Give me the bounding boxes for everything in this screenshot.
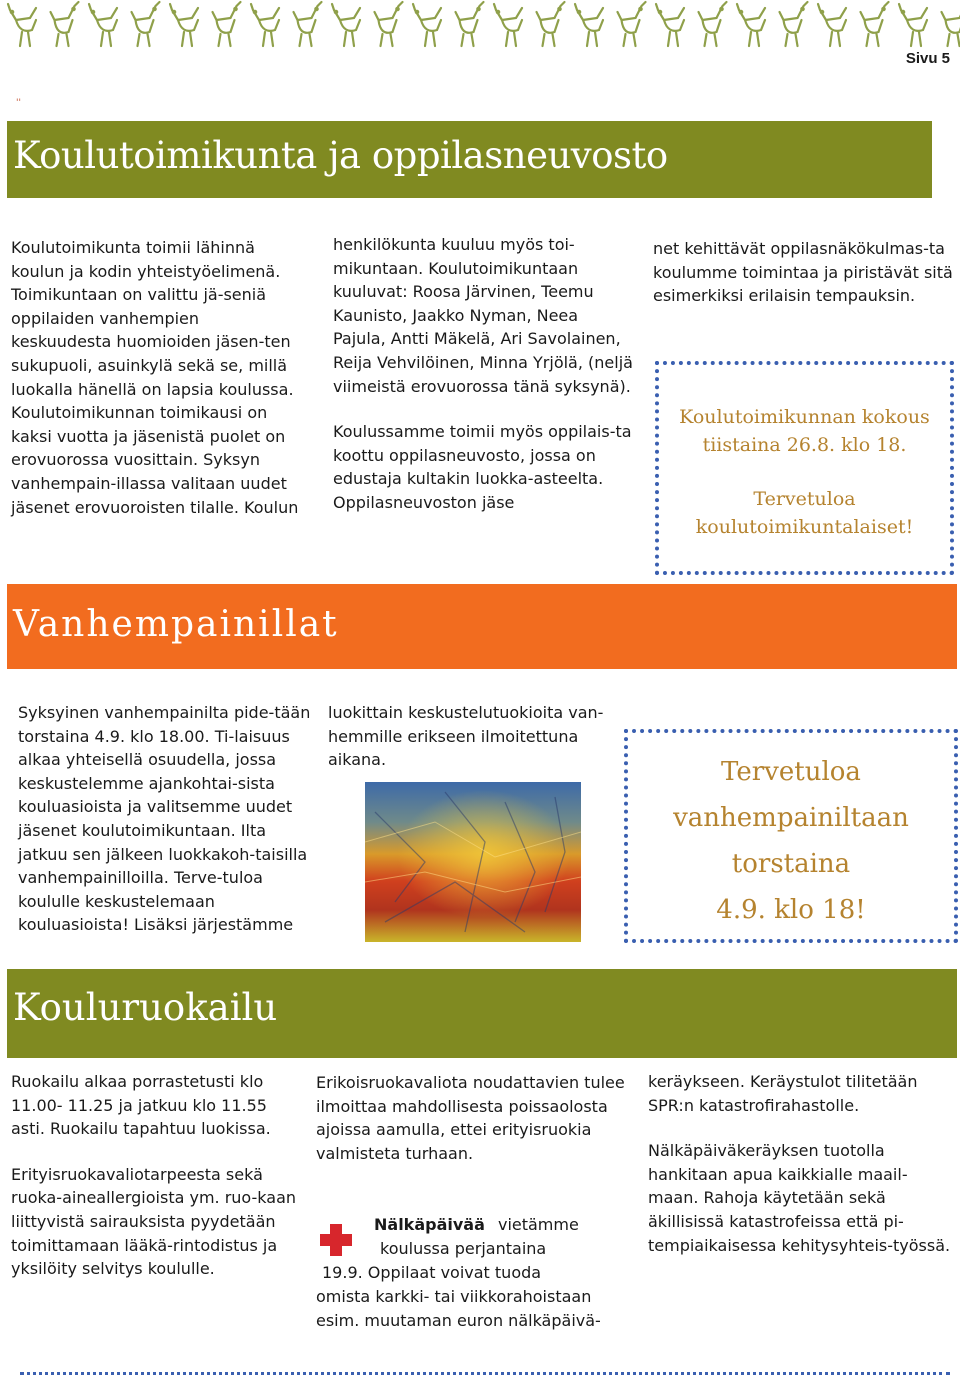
section-title: Kouluruokailu [13, 986, 278, 1029]
paragraph: Koulussamme toimii myös oppilais-ta koottu oppilasneuvosto, jossa on edustaja kultakin luokka-asteelta. Oppilasneuvoston jäse [333, 422, 632, 512]
paragraph: Erikoisruokavaliota noudattavien tulee ilmoittaa mahdollisesta poissaolosta ajoissa aamulla, ettei erityisruokia valmisteta turhaan. [316, 1073, 625, 1163]
section-banner-kouluruokailu [7, 969, 957, 1058]
notice-line: vanhempainiltaan [673, 803, 909, 833]
notice-line: Tervetuloa [721, 757, 861, 787]
nalkapaiva-text-rest: vietämme [497, 1215, 579, 1234]
section-banner-vanhempainillat [7, 584, 957, 669]
meeting-notice-box [655, 361, 954, 575]
bird-eye-icon [821, 11, 823, 13]
bird-eye-icon [882, 8, 884, 10]
margin-marker: '' [16, 98, 21, 108]
bird-eye-icon [92, 11, 94, 13]
bird-eye-icon [234, 8, 236, 10]
red-cross-icon [318, 1222, 354, 1258]
page-number: Sivu 5 [905, 50, 950, 67]
paragraph: Nälkäpäiväkeräyksen tuotolla hankitaan apua kaikkialle maail-maan. Rahoja käytetään sekä äkillisissä katastrofeissa että pi-tempiaikaisessa kehitysyhteis-työssä. [648, 1141, 951, 1255]
bird-eye-icon [254, 11, 256, 13]
paragraph: Syksyinen vanhempainilta pide-tään torstaina 4.9. klo 18.00. Ti-laisuus alkaa yhteisellä osuudella, jossa keskustelemme ajankohtai-sista kouluasioista ja valitsemme uudet jäsenet koulutoimikuntaan. Ilta jatkuu sen jälkeen luokkakoh-taisilla vanhempainilloilla. Terve-tuloa koululle keskustelemaan kouluasioista! Lisäksi järjestämme [18, 703, 311, 935]
vanhempainillat-col2 [328, 701, 620, 772]
bird-icon [942, 2, 960, 46]
bird-border [0, 0, 960, 60]
notice-line: 4.9. klo 18! [716, 895, 866, 925]
bird-eye-icon [902, 11, 904, 13]
bird-eye-icon [558, 8, 560, 10]
nalkapaiva-line: omista karkki- tai viikkorahoistaan [316, 1287, 592, 1306]
notice-line: Tervetuloa [753, 488, 856, 510]
bird-eye-icon [11, 11, 13, 13]
nalkapaiva-line: esim. muutaman euron nälkäpäivä- [316, 1311, 601, 1330]
section-title: Vanhempainillat [13, 604, 339, 645]
paragraph: Erityisruokavaliotarpeesta sekä ruoka-aineallergioista ym. ruo-kaan liittyvistä sairauksista pyydetään toimittamaan lääkä-rintodistus ja yksilöity selvitys koululle. [11, 1164, 297, 1279]
bird-eye-icon [153, 8, 155, 10]
bird-eye-icon [740, 11, 742, 13]
section-title: Koulutoimikunta ja oppilasneuvosto [13, 134, 668, 177]
bird-eye-icon [497, 11, 499, 13]
bird-eye-icon [477, 8, 479, 10]
kouluruokailu-col3 [648, 1070, 953, 1257]
bird-eye-icon [72, 8, 74, 10]
paragraph: keräykseen. Keräystulot tilitetään SPR:n katastrofirahastolle. [648, 1072, 918, 1115]
notice-line: Koulutoimikunnan kokous [679, 406, 930, 428]
paragraph: Ruokailu alkaa porrastetusti klo 11.00- 11.25 ja jatkuu klo 11.55 asti. Ruokailu tapahtuu luokissa. [11, 1072, 271, 1139]
notice-line: koulutoimikuntalaiset! [695, 516, 914, 538]
nalkapaiva-bold: Nälkäpäivää [374, 1215, 485, 1234]
nalkapaiva-line: koulussa perjantaina [380, 1239, 547, 1258]
bird-eye-icon [801, 8, 803, 10]
bird-eye-icon [720, 8, 722, 10]
notice-line: tiistaina 26.8. klo 18. [702, 434, 907, 456]
bird-eye-icon [315, 8, 317, 10]
koulutoimikunta-col3 [653, 237, 953, 308]
koulutoimikunta-col2 [333, 233, 633, 515]
vanhempainillat-col1 [18, 701, 314, 937]
parents-evening-notice-box [624, 729, 958, 943]
section-banner-koulutoimikunta [7, 121, 932, 198]
bird-eye-icon [173, 11, 175, 13]
paragraph: henkilökunta kuuluu myös toi-mikuntaan. Koulutoimikuntaan kuuluvat: Roosa Järvinen, Teemu Kaunisto, Jaakko Nyman, Neea Pajula, Antti Mäkelä, Ari Savolainen, Reija Vehvilöinen, Minna Yrjölä, (neljä viimeistä erovuorossa tänä syksynä). [333, 235, 633, 396]
bird-eye-icon [396, 8, 398, 10]
bottom-dotted-line [20, 1372, 950, 1375]
paragraph: luokittain keskustelutuokioita van-hemmille erikseen ilmoitettuna aikana. [328, 703, 604, 770]
nalkapaiva-text [374, 1213, 654, 1237]
notice-line: torstaina [731, 849, 851, 879]
paragraph: net kehittävät oppilasnäkökulmas-ta koulumme toimintaa ja piristävät sitä esimerkiksi erilaisin tempauksin. [653, 239, 953, 306]
kouluruokailu-col1 [11, 1070, 301, 1281]
bird-eye-icon [659, 11, 661, 13]
paragraph: Koulutoimikunta toimii lähinnä koulun ja kodin yhteistyöelimenä. Toimikuntaan on valittu jä-seniä oppilaiden vanhempien keskuudesta huomioiden jäsen-ten sukupuoli, asuinkylä sekä se, millä luokalla hänellä on lapsia koulussa. Koulutoimikunnan toimikausi on kaksi vuotta ja jäsenistä puolet on erovuorossa vuosittain. Syksyn vanhempain-illassa valitaan uudet jäsenet erovuoroisten tilalle. Koulun [11, 238, 299, 517]
artwork-image [365, 782, 581, 942]
bird-eye-icon [416, 11, 418, 13]
kouluruokailu-col2 [316, 1071, 626, 1165]
nalkapaiva-line: 19.9. Oppilaat voivat tuoda [322, 1263, 542, 1282]
bird-eye-icon [639, 8, 641, 10]
bird-eye-icon [578, 11, 580, 13]
bird-eye-icon [335, 11, 337, 13]
koulutoimikunta-col1 [11, 236, 301, 519]
